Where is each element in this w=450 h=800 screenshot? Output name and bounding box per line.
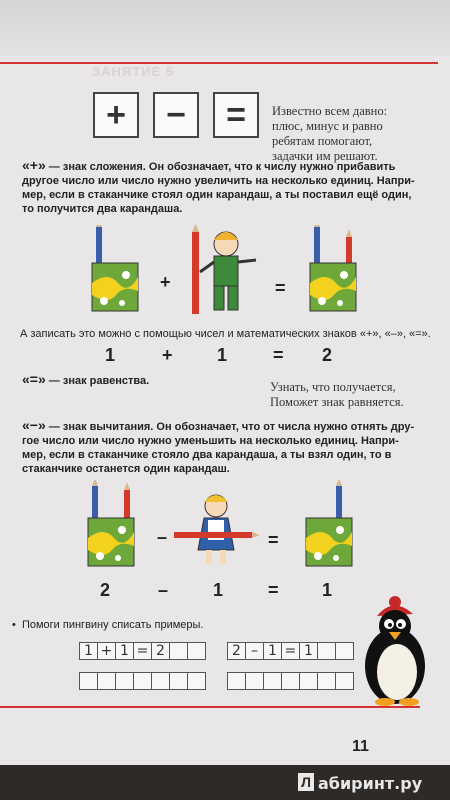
eq-minus-term: 1	[213, 580, 224, 600]
minus-sign-box: −	[153, 92, 199, 138]
answer-cell[interactable]	[227, 672, 246, 690]
task-line	[12, 618, 203, 632]
eq-minus-term: 2	[100, 580, 111, 600]
cup-one-pencil-after	[302, 480, 358, 570]
minus-line: — знак вычитания. Он обозначает, что от числа нужно отнять дру-	[45, 421, 415, 433]
plus-lead: «+»	[22, 157, 46, 173]
illustration-equals: =	[275, 278, 286, 298]
illustration-plus: +	[160, 272, 171, 292]
plus-line: то получится два карандаша.	[22, 203, 183, 215]
cup-one-pencil	[88, 225, 144, 315]
eq-plus-op: +	[162, 345, 173, 365]
top-red-rule	[0, 62, 438, 64]
example-grid-2	[228, 642, 354, 660]
example-grid-1	[80, 642, 206, 660]
answer-cell[interactable]	[335, 672, 354, 690]
minus-line: стаканчике останется один карандаш.	[22, 463, 230, 475]
poem-line: Известно всем давно:	[272, 104, 388, 118]
grid-cell: 1	[299, 642, 318, 660]
grid-cell: 1	[115, 642, 134, 660]
answer-cell[interactable]	[169, 672, 188, 690]
answer-cell[interactable]	[245, 672, 264, 690]
answer-cell[interactable]	[263, 672, 282, 690]
footer-brand: абиринт.ру	[318, 774, 423, 793]
footer-bar	[0, 765, 450, 800]
minus-line: мер, если в стаканчике стояло два карандаша, а ты взял один, то в	[22, 449, 392, 461]
grid-cell: +	[97, 642, 116, 660]
grid-cell	[169, 642, 188, 660]
poem-line: ребятам помогают,	[272, 134, 373, 148]
plus-paragraph	[22, 158, 442, 216]
plus-sign-box: +	[93, 92, 139, 138]
eq-plus-result: 2	[322, 345, 333, 365]
eq-plus-term: 1	[105, 345, 116, 365]
answer-cell[interactable]	[79, 672, 98, 690]
plus-line: мер, если в стаканчике стоял один карандаш, а ты поставил ещё один,	[22, 189, 412, 201]
equals-paragraph	[22, 372, 149, 388]
answer-grid-2[interactable]	[228, 672, 354, 690]
poem-line: Узнать, что получается,	[270, 380, 396, 394]
grid-cell: 1	[263, 642, 282, 660]
poem-line: задачки им решают.	[272, 149, 378, 163]
grid-cell: 2	[151, 642, 170, 660]
equals-rest: — знак равенства.	[45, 375, 150, 387]
grid-cell: =	[133, 642, 152, 660]
answer-cell[interactable]	[187, 672, 206, 690]
task-text: Помоги пингвину списать примеры.	[21, 619, 204, 631]
eq-plus-equals: =	[273, 345, 284, 365]
poem-line: плюс, минус и равно	[272, 119, 383, 133]
illustration-minus: –	[157, 527, 168, 547]
equals-poem	[270, 380, 404, 410]
answer-cell[interactable]	[317, 672, 336, 690]
penguin-illustration	[355, 596, 433, 708]
answer-cell[interactable]	[115, 672, 134, 690]
answer-cell[interactable]	[151, 672, 170, 690]
cup-two-pencils-before	[84, 480, 140, 570]
grid-cell	[317, 642, 336, 660]
eq-plus-term: 1	[217, 345, 228, 365]
eq-minus-result: 1	[322, 580, 333, 600]
grid-cell: 2	[227, 642, 246, 660]
child-with-pencil	[186, 222, 266, 317]
cup-two-pencils	[306, 225, 362, 315]
answer-cell[interactable]	[299, 672, 318, 690]
record-line: А записать это можно с помощью чисел и математических знаков «+», «–», «=».	[20, 328, 431, 340]
answer-cell[interactable]	[133, 672, 152, 690]
poem-line: Поможет знак равняется.	[270, 395, 404, 409]
grid-cell	[187, 642, 206, 660]
top-shadow	[0, 0, 450, 56]
equals-sign-box: =	[213, 92, 259, 138]
equals-lead: «=»	[22, 371, 46, 387]
minus-lead: «−»	[22, 417, 46, 433]
answer-cell[interactable]	[97, 672, 116, 690]
eq-minus-op: –	[158, 580, 169, 600]
grid-cell: –	[245, 642, 264, 660]
grid-cell: 1	[79, 642, 98, 660]
bottom-red-rule	[0, 706, 420, 708]
illustration-equals-2: =	[268, 530, 279, 550]
answer-cell[interactable]	[281, 672, 300, 690]
grid-cell	[335, 642, 354, 660]
girl-with-pencil	[174, 488, 260, 568]
bullet-icon: •	[12, 619, 22, 631]
lesson-header: ЗАНЯТИЕ 5	[92, 64, 175, 79]
minus-line: гое число или число нужно уменьшить на несколько единиц. Напри-	[22, 435, 399, 447]
plus-line: другое число или число нужно увеличить на несколько единиц. Напри-	[22, 175, 415, 187]
page-number: 11	[352, 738, 369, 755]
minus-paragraph	[22, 418, 442, 476]
plus-line: — знак сложения. Он обозначает, что к числу нужно прибавить	[45, 161, 396, 173]
answer-grid-1[interactable]	[80, 672, 206, 690]
grid-cell: =	[281, 642, 300, 660]
eq-minus-equals: =	[268, 580, 279, 600]
labirint-logo-icon: Л	[298, 773, 314, 791]
intro-poem	[272, 104, 387, 164]
